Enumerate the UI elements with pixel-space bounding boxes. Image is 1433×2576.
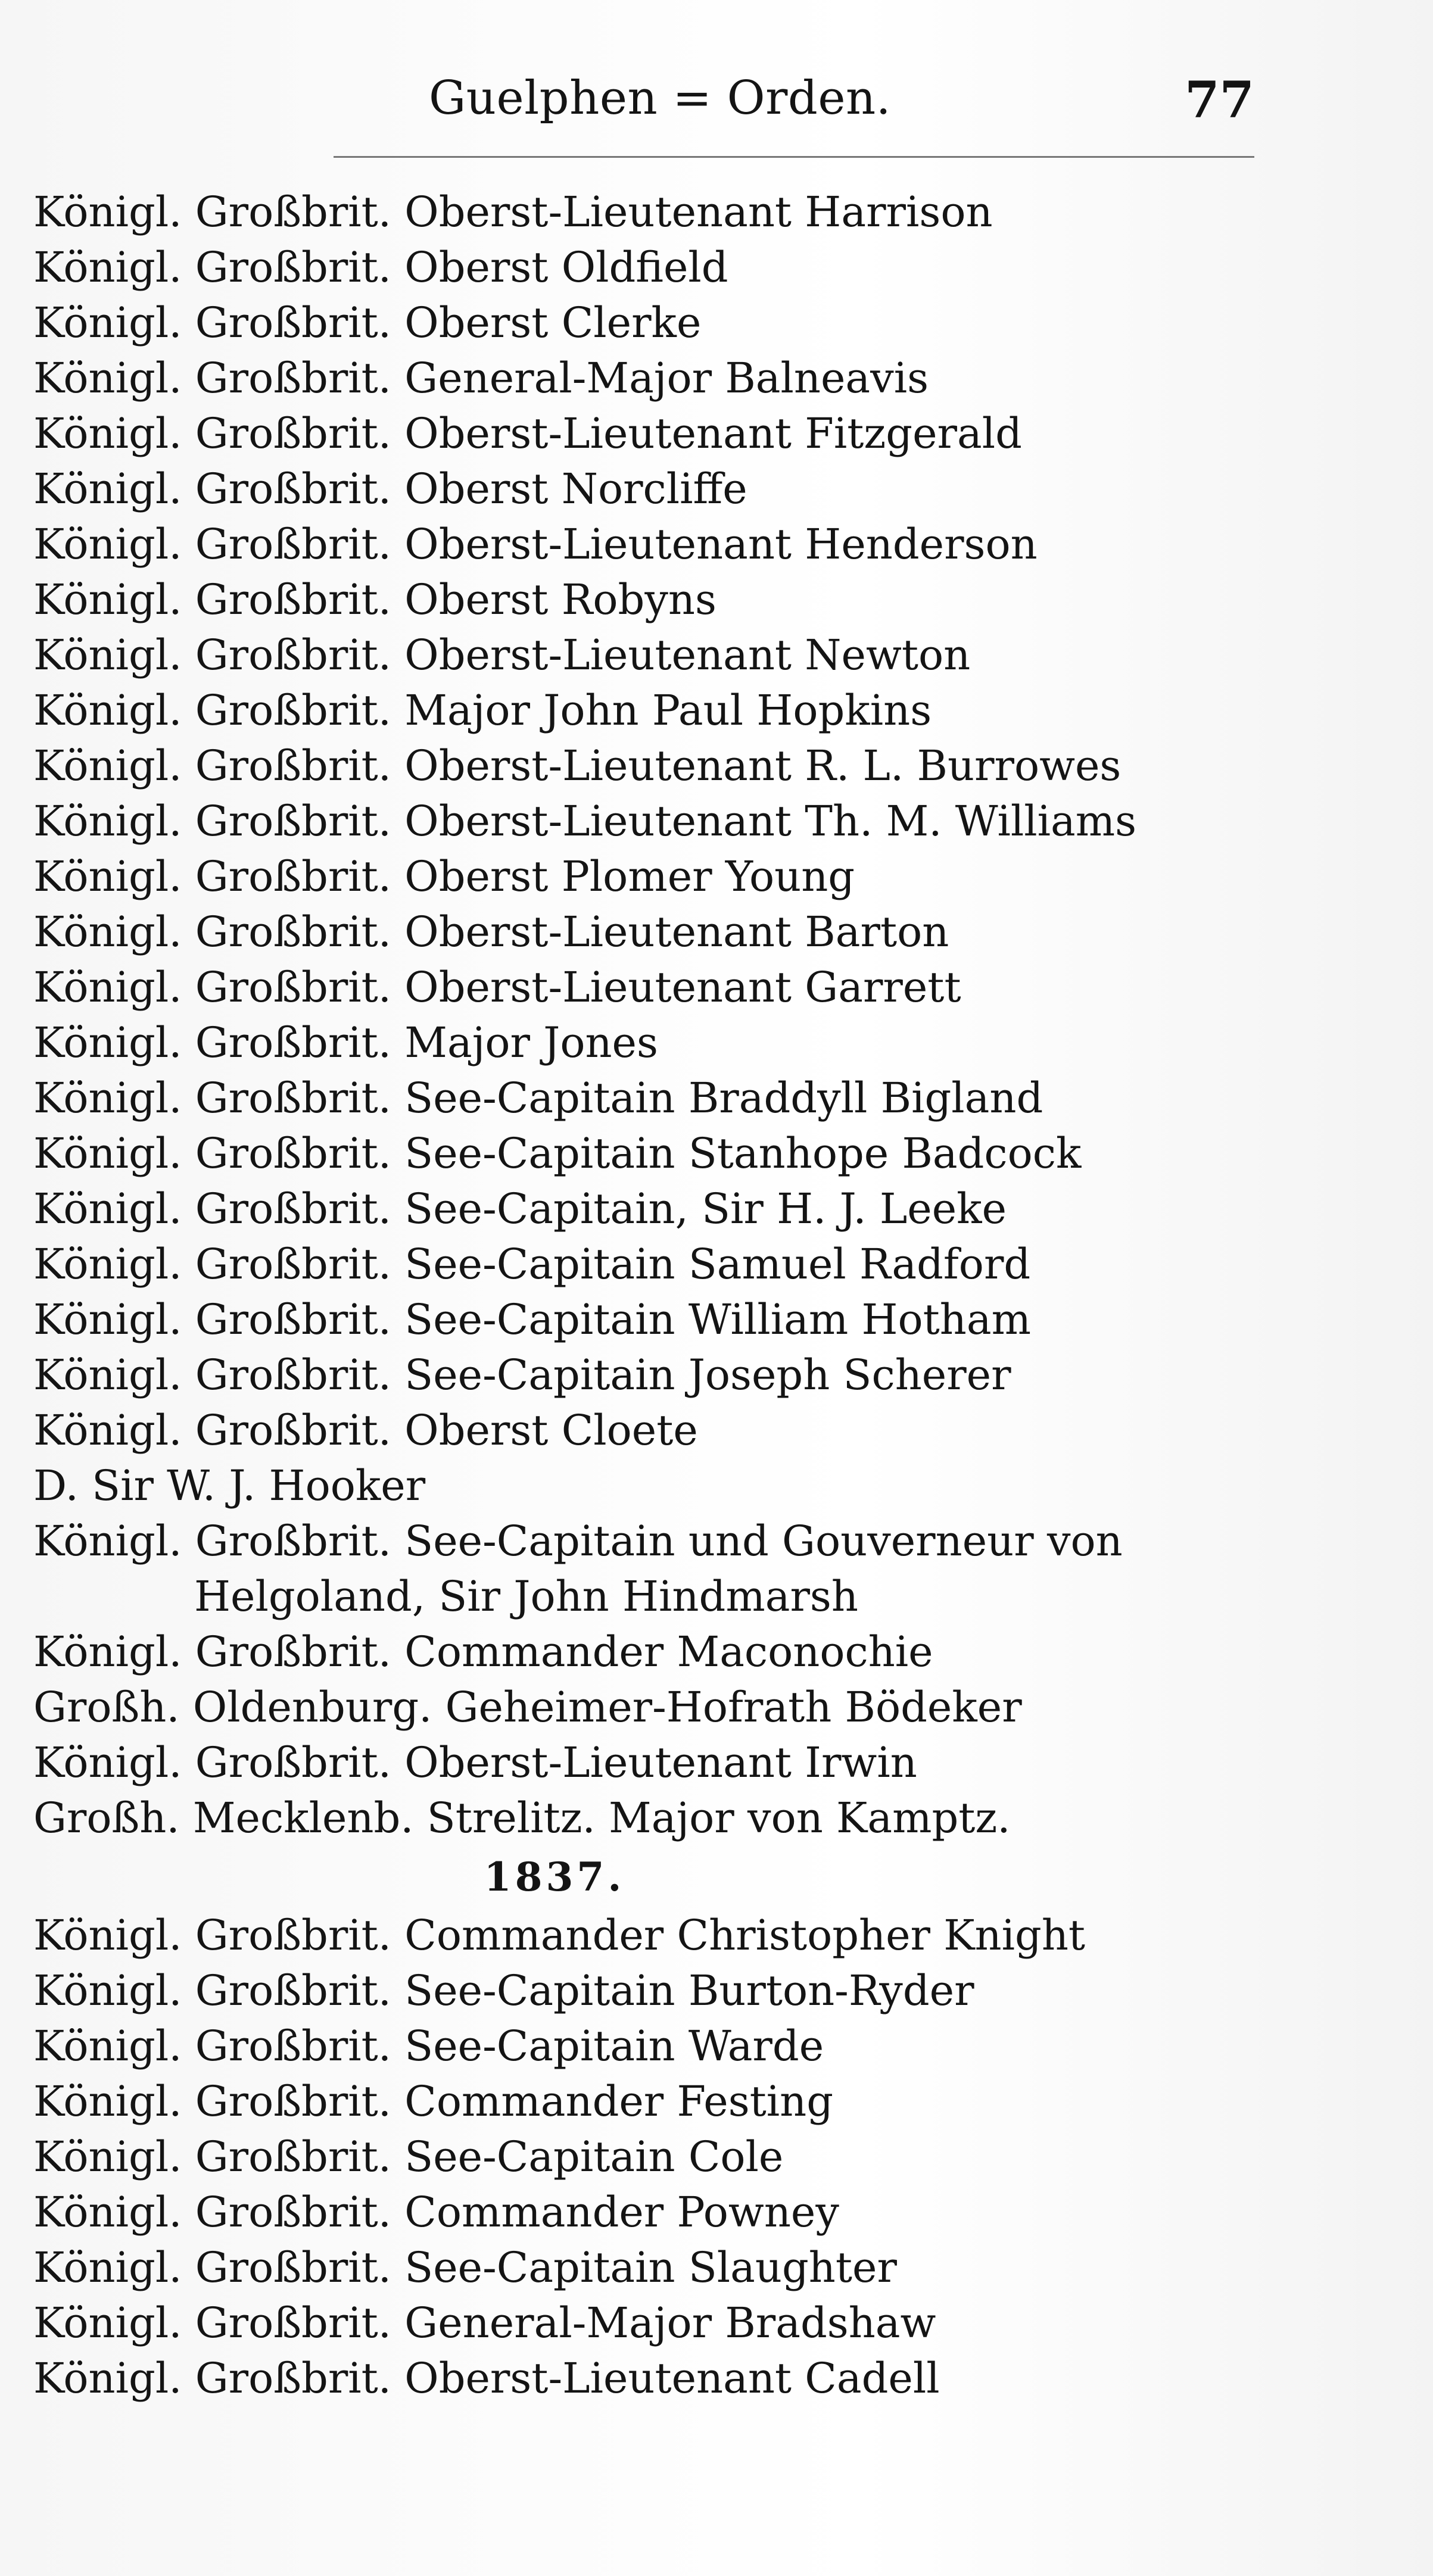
- list-item: Königl. Großbrit. See-Capitain Joseph Scherer: [33, 1351, 1011, 1399]
- list-item: Königl. Großbrit. Commander Festing: [33, 2077, 834, 2126]
- list-item: Königl. Großbrit. Oberst Plomer Young: [33, 852, 855, 901]
- list-item: Königl. Großbrit. Commander Maconochie: [33, 1627, 933, 1676]
- list-item: Königl. Großbrit. See-Capitain, Sir H. J. Leeke: [33, 1184, 1007, 1233]
- list-item: Königl. Großbrit. Oberst-Lieutenant Newton: [33, 631, 971, 679]
- list-item: Königl. Großbrit. See-Capitain Slaughter: [33, 2243, 897, 2292]
- list-item: Königl. Großbrit. Oberst Cloete: [33, 1406, 698, 1455]
- list-item: Königl. Großbrit. Oberst-Lieutenant Henderson: [33, 520, 1038, 569]
- list-item: Königl. Großbrit. See-Capitain Samuel Radford: [33, 1240, 1031, 1289]
- list-item: Königl. Großbrit. Oberst Norcliffe: [33, 464, 747, 513]
- list-item: Königl. Großbrit. See-Capitain Cole: [33, 2132, 784, 2181]
- list-item: Königl. Großbrit. General-Major Balneavis: [33, 354, 929, 403]
- list-item: Königl. Großbrit. Oberst-Lieutenant Irwin: [33, 1738, 917, 1787]
- list-item: Königl. Großbrit. See-Capitain William Hotham: [33, 1295, 1031, 1344]
- list-item: Königl. Großbrit. Oberst Clerke: [33, 298, 702, 347]
- list-item: Königl. Großbrit. See-Capitain Burton-Ryder: [33, 1966, 974, 2015]
- list-item: Königl. Großbrit. Oberst Robyns: [33, 575, 716, 624]
- list-item: Königl. Großbrit. See-Capitain und Gouverneur von: [33, 1517, 1123, 1565]
- list-item: Königl. Großbrit. See-Capitain Warde: [33, 2022, 824, 2070]
- list-item-continuation: Helgoland, Sir John Hindmarsh: [194, 1572, 858, 1621]
- list-item: D. Sir W. J. Hooker: [33, 1461, 426, 1510]
- list-item: Königl. Großbrit. Oberst-Lieutenant R. L. Burrowes: [33, 741, 1122, 790]
- list-item: Königl. Großbrit. Commander Powney: [33, 2188, 839, 2237]
- list-item: Königl. Großbrit. Oberst Oldfield: [33, 243, 728, 292]
- running-head: Guelphen = Orden.: [429, 71, 892, 125]
- list-item: Großh. Mecklenb. Strelitz. Major von Kamptz.: [33, 1794, 1011, 1842]
- year-heading: 1837.: [484, 1854, 625, 1900]
- list-item: Großh. Oldenburg. Geheimer-Hofrath Bödeker: [33, 1683, 1022, 1732]
- entry-list: [33, 185, 1254, 2406]
- list-item: Königl. Großbrit. Major John Paul Hopkins: [33, 686, 932, 735]
- list-item: Königl. Großbrit. Major Jones: [33, 1018, 658, 1067]
- list-item: Königl. Großbrit. Oberst-Lieutenant Barton: [33, 907, 949, 956]
- list-item: Königl. Großbrit. See-Capitain Braddyll Bigland: [33, 1074, 1043, 1122]
- list-item: Königl. Großbrit. Oberst-Lieutenant Th. M. Williams: [33, 797, 1137, 846]
- list-item: Königl. Großbrit. Commander Christopher Knight: [33, 1911, 1086, 1960]
- list-item: Königl. Großbrit. See-Capitain Stanhope Badcock: [33, 1129, 1082, 1178]
- header-rule: [334, 156, 1254, 158]
- list-item: Königl. Großbrit. Oberst-Lieutenant Fitzgerald: [33, 409, 1022, 458]
- list-item: Königl. Großbrit. General-Major Bradshaw: [33, 2299, 936, 2347]
- list-item: Königl. Großbrit. Oberst-Lieutenant Harrison: [33, 188, 993, 236]
- list-item: Königl. Großbrit. Oberst-Lieutenant Cadell: [33, 2354, 940, 2403]
- page-number: 77: [1185, 70, 1254, 129]
- list-item: Königl. Großbrit. Oberst-Lieutenant Garrett: [33, 963, 961, 1012]
